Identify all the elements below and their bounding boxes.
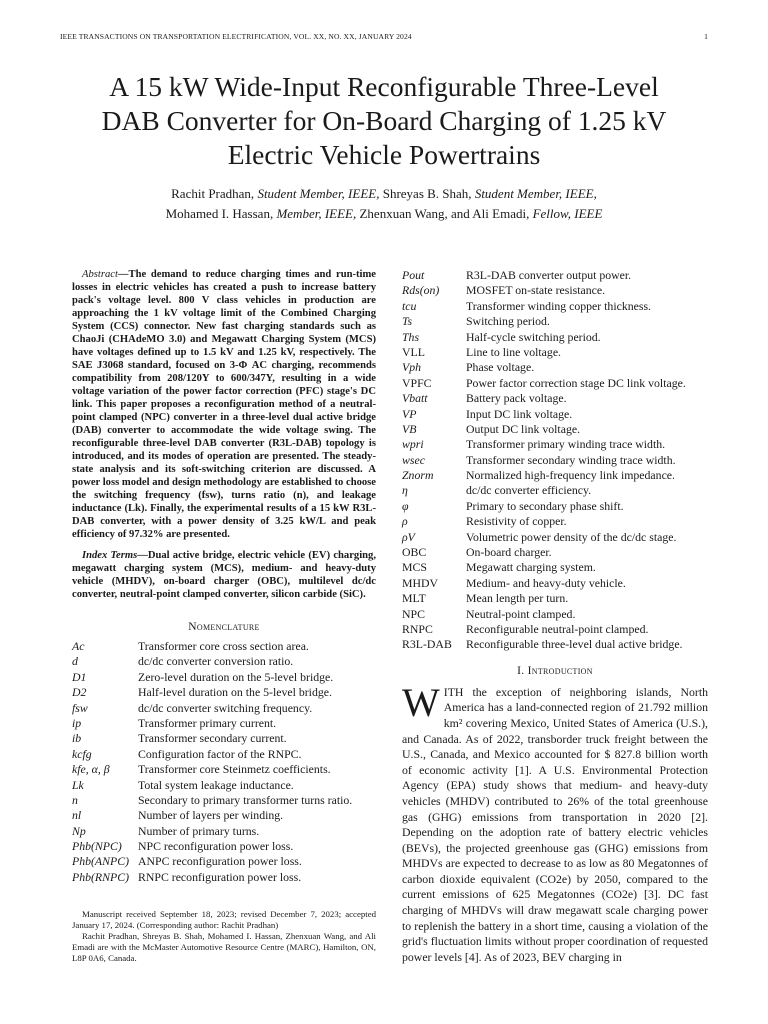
author-role: Member, IEEE, [276, 206, 357, 221]
nomenclature-symbol: fsw [72, 700, 88, 715]
nomenclature-symbol: RNPC [402, 621, 433, 636]
nomenclature-symbol: kcfg [72, 746, 92, 761]
nomenclature-definition: Half-cycle switching period. [466, 329, 601, 344]
nomenclature-row [402, 360, 708, 375]
author-role: Student Member, IEEE, [257, 186, 380, 201]
nomenclature-symbol: Lk [72, 777, 84, 792]
nomenclature-definition: Reconfigurable three-level dual active bridge. [466, 637, 683, 652]
nomenclature-row [402, 545, 708, 560]
nomenclature-definition: Switching period. [466, 314, 550, 329]
author-line-1 [40, 184, 728, 204]
nomenclature-row [402, 314, 708, 329]
nomenclature-row [72, 793, 376, 808]
right-column [402, 268, 708, 965]
nomenclature-row [72, 854, 376, 869]
author-line-2 [40, 204, 728, 224]
left-column [72, 268, 376, 885]
nomenclature-heading: Nomenclature [188, 621, 260, 633]
nomenclature-definition: Secondary to primary transformer turns ratio. [138, 792, 353, 807]
nomenclature-row [402, 576, 708, 591]
nomenclature-row [402, 499, 708, 514]
nomenclature-definition: Transformer primary current. [138, 715, 277, 730]
nomenclature-definition: MOSFET on-state resistance. [466, 283, 606, 298]
nomenclature-row [402, 468, 708, 483]
nomenclature-row [72, 762, 376, 777]
footnote [72, 909, 376, 964]
author-role: Student Member, IEEE, [474, 186, 597, 201]
introduction-heading: I. Introduction [517, 664, 593, 677]
nomenclature-definition: Resistivity of copper. [466, 514, 567, 529]
nomenclature-row [402, 607, 708, 622]
nomenclature-symbol: OBC [402, 545, 427, 560]
nomenclature-definition: Reconfigurable neutral-point clamped. [466, 621, 649, 636]
nomenclature-symbol: Ts [402, 314, 413, 329]
nomenclature-symbol: Phb(ANPC) [72, 854, 130, 869]
author-name: Shreyas B. Shah, [382, 186, 472, 201]
nomenclature-symbol: MCS [402, 560, 427, 575]
nomenclature-definition: Megawatt charging system. [466, 560, 596, 575]
index-terms-body: —Dual active bridge, electric vehicle (EV) charging, megawatt charging system (MCS), medium- and heavy-duty vehicle (MHDV), on-board charger (OBC), multilevel dc/dc converter, neutral-point clamped converter, silicon carbide (SiC). [72, 550, 376, 600]
nomenclature-row [402, 560, 708, 575]
author-name: Rachit Pradhan, [171, 186, 255, 201]
nomenclature-definition: dc/dc converter switching frequency. [138, 700, 313, 715]
nomenclature-symbol: Vph [402, 360, 422, 375]
nomenclature-symbol: Phb(NPC) [72, 839, 122, 854]
nomenclature-row [402, 299, 708, 314]
nomenclature-symbol: Pout [402, 268, 425, 282]
nomenclature-symbol: η [402, 483, 408, 498]
nomenclature-symbol: tcu [402, 298, 417, 313]
nomenclature-symbol: MHDV [402, 575, 439, 590]
nomenclature-row [402, 453, 708, 468]
abstract [72, 268, 376, 541]
nomenclature-definition: Primary to secondary phase shift. [466, 498, 624, 513]
nomenclature-definition: Transformer winding copper thickness. [466, 298, 652, 313]
page-number: 1 [704, 32, 708, 41]
nomenclature-row [72, 654, 376, 669]
nomenclature-list-right [402, 268, 708, 653]
nomenclature-row [402, 591, 708, 606]
introduction-body: ITH the exception of neighboring islands, North America has a land-connected region of 21.792 million km² covering Mexico, United States of America (U.S.), and Canada. As of 2022, transborder truck freight between the U.S., Canada, and Mexico accounted for $ 827.8 billion worth of economic activity [1]. A U.S. Environmental Protection Agency (EPA) study shows that medium- and heavy-duty vehicles (MHDV) contributed to 26% of the total greenhouse gas (GHG) emissions from transportation in 2020 [2]. Depending on the adoption rate of battery electric vehicles (BEVs), the projected greenhouse gas (GHG) emissions from MHDVs are expected to decrease to as low as 80 Megatonnes of carbon dioxide equivalent (CO2e) by 2050, compared to the current emissions of 625 Megatonnes (CO2e) [3]. DC fast charging of MHDVs will draw megawatt scale charging power to replenish the battery in a short time, causing a violation of the grid's fluctuation limits without proper coordination of requested power levels [4]. As of 2023, BEV charging in [402, 684, 708, 964]
nomenclature-row [402, 391, 708, 406]
nomenclature-symbol: ρ [402, 514, 408, 529]
nomenclature-row [402, 422, 708, 437]
nomenclature-definition: Transformer secondary current. [138, 731, 287, 746]
nomenclature-definition: Configuration factor of the RNPC. [138, 746, 302, 761]
nomenclature-definition: Half-level duration on the 5-level bridge. [138, 685, 332, 700]
nomenclature-definition: Power factor correction stage DC link voltage. [466, 375, 686, 390]
nomenclature-row [402, 268, 708, 283]
nomenclature-symbol: wsec [402, 452, 425, 467]
nomenclature-definition: Phase voltage. [466, 360, 535, 375]
nomenclature-row [72, 778, 376, 793]
nomenclature-symbol: VLL [402, 344, 425, 359]
abstract-body: —The demand to reduce charging times and run-time losses in electric vehicles has created a push to increase battery pack's voltage level. 800 V class vehicles in production are approaching the 1 kV voltage limit of the Combined Charging System (CCS) connector. New fast charging standards such as ChaoJi (CHAdeMO 3.0) and Megawatt Charging System (MCS) have voltages defined up to 1.5 kV and 1.25 kV, respectively. The SAE J3068 standard, focused on 3-Φ AC charging, recommends compatibility from 208/120Y to 600/347Y, resulting in a wide voltage variation of the power factor correction (PFC) stage's DC link. This paper proposes a reconfiguration method of a neutral-point clamped (NPC) converter in a three-level dual active bridge (DAB) converter to accommodate the wide voltage swing. The reconfigurable three-level DAB converter (R3L-DAB) topology is introduced, and its modes of operation are presented. The steady-state analysis and its soft-switching criterion are discussed. A power loss model and design methodology are established to choose the switching frequency (fsw), turns ratio (n), and leakage inductance (Lk). Finally, the experimental results of a 15 kW R3L-DAB converter, with a power density of 3.25 kW/L and peak efficiency of 97.32% are presented. [72, 269, 376, 540]
nomenclature-definition: Number of primary turns. [138, 823, 260, 838]
running-head [60, 32, 708, 41]
footnote-manuscript: Manuscript received September 18, 2023; revised December 7, 2023; accepted January 17, 2024. (Corresponding author: Rachit Pradhan) [72, 909, 376, 930]
nomenclature-row [72, 685, 376, 700]
title-line-2: DAB Converter for On-Board Charging of 1.25 kV [101, 105, 667, 136]
nomenclature-definition: Transformer secondary winding trace width. [466, 452, 676, 467]
index-terms-lead: Index Terms [82, 550, 138, 561]
nomenclature-symbol: Rds(on) [402, 283, 440, 298]
title-line-1: A 15 kW Wide-Input Reconfigurable Three-Level [109, 71, 659, 102]
author-role: Fellow, IEEE [532, 206, 603, 221]
nomenclature-symbol: Znorm [402, 468, 434, 483]
nomenclature-symbol: D1 [72, 669, 87, 684]
nomenclature-symbol: nl [72, 808, 82, 823]
nomenclature-row [402, 330, 708, 345]
nomenclature-row [402, 514, 708, 529]
nomenclature-row [402, 483, 708, 498]
nomenclature-symbol: NPC [402, 606, 425, 621]
nomenclature-row [72, 839, 376, 854]
nomenclature-definition: On-board charger. [466, 545, 552, 560]
nomenclature-symbol: VPFC [402, 375, 432, 390]
journal-header: IEEE TRANSACTIONS ON TRANSPORTATION ELECTRIFICATION, VOL. XX, NO. XX, JANUARY 2024 [60, 32, 412, 41]
nomenclature-symbol: φ [402, 498, 409, 513]
nomenclature-symbol: ip [72, 715, 82, 730]
nomenclature-list-left [72, 639, 376, 885]
introduction-text [402, 679, 708, 966]
nomenclature-symbol: d [72, 654, 78, 669]
nomenclature-symbol: VP [402, 406, 417, 421]
nomenclature-symbol: Ths [402, 329, 420, 344]
nomenclature-definition: NPC reconfiguration power loss. [138, 839, 294, 854]
nomenclature-row [402, 637, 708, 652]
nomenclature-definition: Volumetric power density of the dc/dc stage. [466, 529, 677, 544]
nomenclature-definition: R3L-DAB converter output power. [466, 268, 632, 282]
nomenclature-row [402, 407, 708, 422]
nomenclature-definition: Output DC link voltage. [466, 421, 581, 436]
nomenclature-symbol: VB [402, 421, 417, 436]
nomenclature-symbol: ρV [402, 529, 415, 544]
nomenclature-symbol: MLT [402, 591, 426, 606]
nomenclature-symbol: Vbatt [402, 391, 428, 406]
nomenclature-symbol: n [72, 792, 78, 807]
nomenclature-row [402, 437, 708, 452]
nomenclature-row [72, 747, 376, 762]
nomenclature-row [72, 731, 376, 746]
nomenclature-row [402, 530, 708, 545]
nomenclature-row [72, 824, 376, 839]
nomenclature-row [402, 345, 708, 360]
nomenclature-row [72, 716, 376, 731]
nomenclature-symbol: kfe, α, β [72, 762, 110, 777]
nomenclature-symbol: ib [72, 731, 82, 746]
nomenclature-row [72, 670, 376, 685]
nomenclature-symbol: Phb(RNPC) [72, 869, 130, 884]
nomenclature-definition: RNPC reconfiguration power loss. [138, 869, 302, 884]
nomenclature-definition: Transformer core cross section area. [138, 639, 309, 653]
nomenclature-definition: Transformer core Steinmetz coefficients. [138, 762, 331, 777]
nomenclature-row [72, 808, 376, 823]
footnote-affiliation: Rachit Pradhan, Shreyas B. Shah, Mohamed I. Hassan, Zhenxuan Wang, and Ali Emadi are with the McMaster Automotive Resource Centre (MARC), Hamilton, ON, L8P 0A6, Canada. [72, 931, 376, 963]
nomenclature-definition: dc/dc converter efficiency. [466, 483, 592, 498]
drop-cap: W [402, 679, 440, 725]
nomenclature-definition: Battery pack voltage. [466, 391, 567, 406]
nomenclature-symbol: D2 [72, 685, 87, 700]
author-list [40, 184, 728, 224]
title-line-3: Electric Vehicle Powertrains [227, 139, 541, 170]
nomenclature-row [72, 639, 376, 654]
nomenclature-definition: Zero-level duration on the 5-level bridge. [138, 669, 334, 684]
nomenclature-symbol: Np [72, 823, 86, 838]
index-terms [72, 549, 376, 601]
nomenclature-definition: Medium- and heavy-duty vehicle. [466, 575, 626, 590]
nomenclature-definition: ANPC reconfiguration power loss. [138, 854, 302, 869]
nomenclature-definition: Line to line voltage. [466, 344, 562, 359]
nomenclature-row [402, 622, 708, 637]
nomenclature-row [402, 283, 708, 298]
nomenclature-definition: Transformer primary winding trace width. [466, 437, 666, 452]
nomenclature-definition: Input DC link voltage. [466, 406, 573, 421]
author-name: Mohamed I. Hassan, [165, 206, 274, 221]
abstract-lead: Abstract [82, 269, 118, 280]
nomenclature-definition: Number of layers per winding. [138, 808, 284, 823]
nomenclature-definition: Normalized high-frequency link impedance. [466, 468, 675, 483]
nomenclature-symbol: Ac [72, 639, 85, 653]
paper-title [40, 70, 728, 172]
nomenclature-definition: Mean length per turn. [466, 591, 569, 606]
nomenclature-definition: Total system leakage inductance. [138, 777, 294, 792]
author-name: Zhenxuan Wang, and Ali Emadi, [359, 206, 530, 221]
nomenclature-symbol: wpri [402, 437, 424, 452]
nomenclature-definition: dc/dc converter conversion ratio. [138, 654, 294, 669]
nomenclature-row [72, 701, 376, 716]
nomenclature-row [72, 870, 376, 885]
nomenclature-row [402, 376, 708, 391]
nomenclature-definition: Neutral-point clamped. [466, 606, 576, 621]
nomenclature-symbol: R3L-DAB [402, 637, 452, 652]
